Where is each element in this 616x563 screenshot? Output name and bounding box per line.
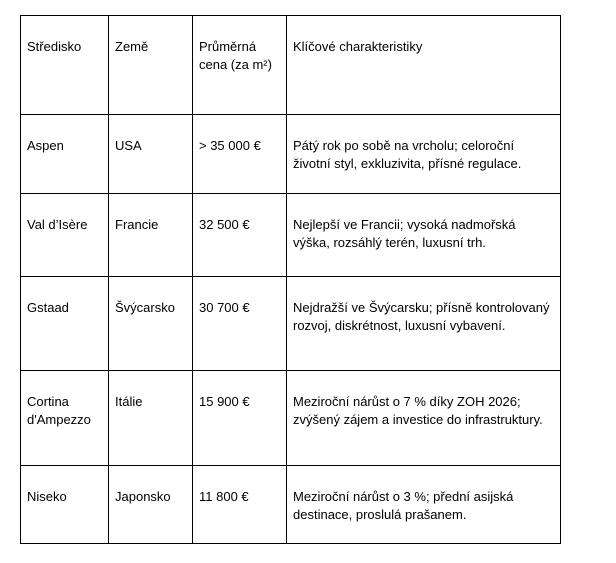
table-row xyxy=(21,115,561,194)
cell-resort: Aspen xyxy=(21,115,109,194)
cell-price: > 35 000 € xyxy=(193,115,287,194)
cell-price: 15 900 € xyxy=(193,371,287,466)
cell-price: 30 700 € xyxy=(193,277,287,371)
cell-country: Švýcarsko xyxy=(109,277,193,371)
cell-characteristics: Nejdražší ve Švýcarsku; přísně kontrolovaný rozvoj, diskrétnost, luxusní vybavení. xyxy=(287,277,561,371)
header-price: Průměrná cena (za m²) xyxy=(193,16,287,115)
cell-price: 32 500 € xyxy=(193,194,287,277)
table-row xyxy=(21,194,561,277)
header-country: Země xyxy=(109,16,193,115)
cell-characteristics: Nejlepší ve Francii; vysoká nadmořská výška, rozsáhlý terén, luxusní trh. xyxy=(287,194,561,277)
cell-characteristics: Meziroční nárůst o 7 % díky ZOH 2026; zvýšený zájem a investice do infrastruktury. xyxy=(287,371,561,466)
cell-resort: Gstaad xyxy=(21,277,109,371)
table-row xyxy=(21,277,561,371)
header-resort: Středisko xyxy=(21,16,109,115)
cell-country: Itálie xyxy=(109,371,193,466)
header-row xyxy=(21,16,561,115)
cell-country: Japonsko xyxy=(109,466,193,544)
table-body xyxy=(21,115,561,544)
table-header xyxy=(21,16,561,115)
cell-characteristics: Meziroční nárůst o 3 %; přední asijská destinace, proslulá prašanem. xyxy=(287,466,561,544)
resort-price-table xyxy=(20,15,561,544)
cell-country: Francie xyxy=(109,194,193,277)
cell-characteristics: Pátý rok po sobě na vrcholu; celoroční životní styl, exkluzivita, přísné regulace. xyxy=(287,115,561,194)
table-row xyxy=(21,466,561,544)
table-row xyxy=(21,371,561,466)
cell-resort: Cortina d'Ampezzo xyxy=(21,371,109,466)
cell-price: 11 800 € xyxy=(193,466,287,544)
cell-resort: Niseko xyxy=(21,466,109,544)
header-characteristics: Klíčové charakteristiky xyxy=(287,16,561,115)
cell-country: USA xyxy=(109,115,193,194)
cell-resort: Val d’Isère xyxy=(21,194,109,277)
